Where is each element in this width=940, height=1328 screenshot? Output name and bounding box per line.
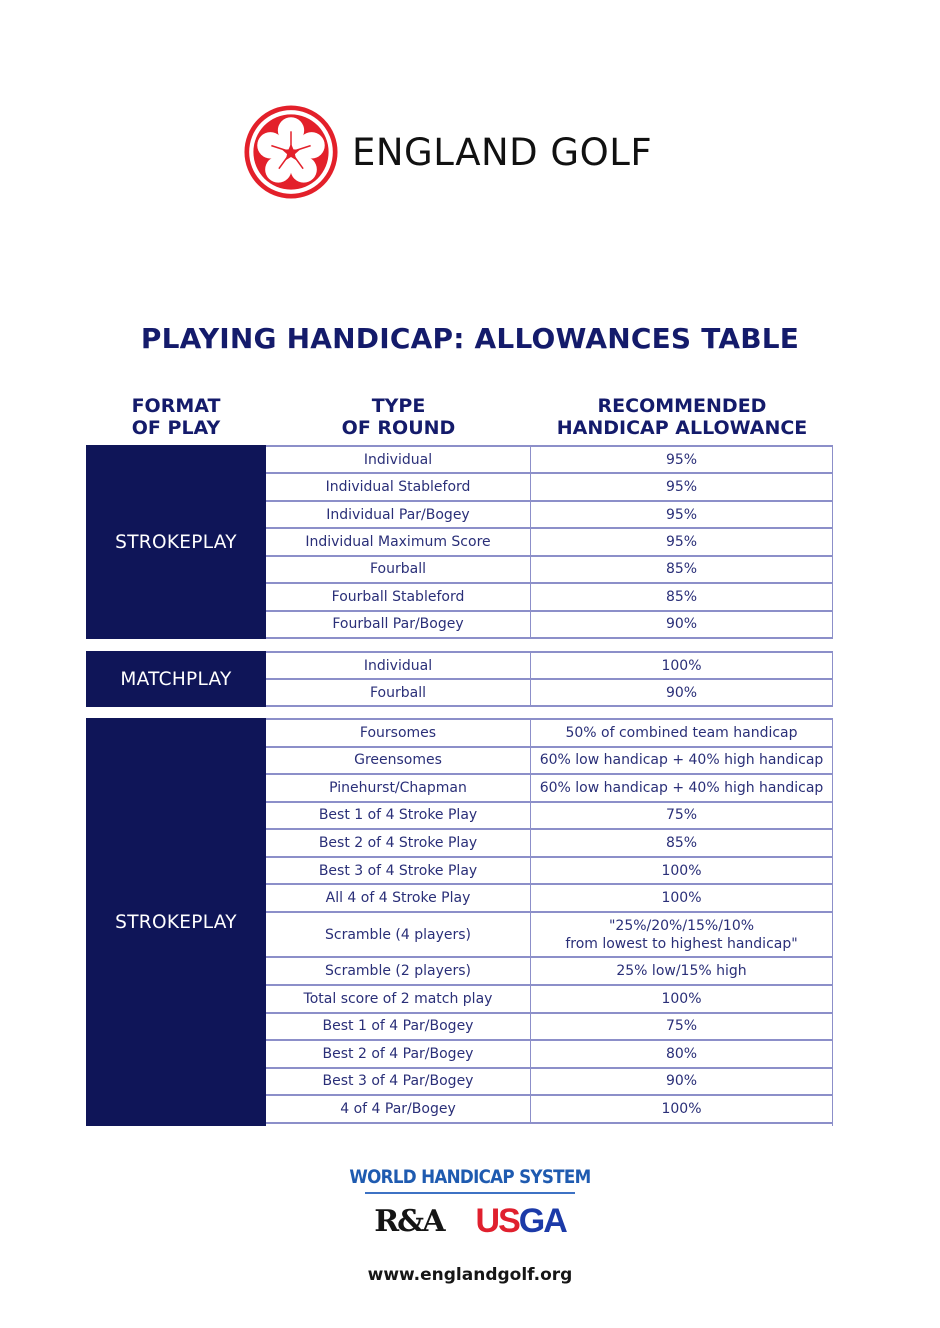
table-row <box>266 1069 832 1097</box>
allowance-cell: 95% <box>665 479 698 496</box>
round-type-cell: Pinehurst/Chapman <box>266 775 531 801</box>
table-row <box>266 858 832 886</box>
randa-logo: R&A <box>374 1204 444 1239</box>
section-rows <box>266 445 833 639</box>
format-label: STROKEPLAY <box>86 445 266 639</box>
usga-logo <box>476 1202 566 1241</box>
column-header-line: OF ROUND <box>341 417 456 439</box>
table-row <box>266 748 832 776</box>
column-header-line: TYPE <box>371 395 426 417</box>
round-type-cell: Foursomes <box>266 720 531 746</box>
table-row <box>266 986 832 1014</box>
allowance-cell: 80% <box>665 1045 698 1062</box>
round-type-cell: Best 1 of 4 Par/Bogey <box>266 1014 531 1040</box>
table-row <box>266 502 832 529</box>
column-header-line: FORMAT <box>131 395 221 417</box>
round-type-cell: Individual <box>266 653 531 678</box>
allowance-cell: 90% <box>665 684 698 701</box>
allowance-cell: 25% low/15% high <box>616 963 747 980</box>
table-row <box>266 913 832 959</box>
allowance-cell: 100% <box>661 1101 702 1118</box>
page-title: PLAYING HANDICAP: ALLOWANCES TABLE <box>140 322 800 355</box>
round-type-cell: Individual <box>266 447 531 472</box>
round-type-cell: Best 2 of 4 Par/Bogey <box>266 1041 531 1067</box>
column-header-line: OF PLAY <box>131 417 221 439</box>
table-row <box>266 1096 832 1124</box>
round-type-cell: Scramble (2 players) <box>266 958 531 984</box>
table-row <box>266 775 832 803</box>
allowance-cell: 85% <box>665 588 698 605</box>
round-type-cell: Best 3 of 4 Par/Bogey <box>266 1069 531 1095</box>
allowance-cell: 75% <box>665 1018 698 1035</box>
allowance-cell <box>531 913 832 957</box>
partner-logos <box>374 1202 566 1241</box>
table-row <box>266 720 832 748</box>
table-row <box>266 830 832 858</box>
allowance-line: "25%/20%/15%/10% <box>608 917 755 934</box>
round-type-cell: 4 of 4 Par/Bogey <box>266 1096 531 1122</box>
allowance-cell: 100% <box>661 657 702 674</box>
table-row <box>266 958 832 986</box>
round-type-cell: All 4 of 4 Stroke Play <box>266 885 531 911</box>
world-handicap-system-logo: WORLD HANDICAP SYSTEM <box>349 1166 591 1188</box>
section-strokeplay-individual <box>86 445 833 639</box>
round-type-cell: Fourball <box>266 680 531 705</box>
allowance-cell: 60% low handicap + 40% high handicap <box>539 752 824 769</box>
round-type-cell: Total score of 2 match play <box>266 986 531 1012</box>
round-type-cell: Fourball <box>266 557 531 582</box>
allowance-cell: 90% <box>665 616 698 633</box>
allowance-cell: 75% <box>665 807 698 824</box>
allowance-cell: 100% <box>661 990 702 1007</box>
table-row <box>266 680 832 707</box>
round-type-cell: Greensomes <box>266 748 531 774</box>
usga-logo-ga: GA <box>518 1202 566 1240</box>
round-type-cell: Best 1 of 4 Stroke Play <box>266 803 531 829</box>
round-type-cell: Fourball Par/Bogey <box>266 612 531 637</box>
website-url: www.englandgolf.org <box>367 1265 573 1285</box>
section-strokeplay-team <box>86 718 833 1126</box>
divider <box>365 1192 575 1194</box>
column-header-type <box>266 395 531 439</box>
allowance-cell: 95% <box>665 451 698 468</box>
brand-name: ENGLAND GOLF <box>352 130 653 174</box>
format-label: MATCHPLAY <box>86 651 266 707</box>
table-row <box>266 1041 832 1069</box>
table-row <box>266 653 832 680</box>
table-row <box>266 803 832 831</box>
section-matchplay <box>86 651 833 707</box>
table-row <box>266 447 832 474</box>
table-row <box>266 612 832 639</box>
allowance-cell: 85% <box>665 835 698 852</box>
allowance-cell: 90% <box>665 1073 698 1090</box>
table-row <box>266 1014 832 1042</box>
column-header-line: RECOMMENDED <box>597 395 767 417</box>
column-header-format <box>86 395 266 439</box>
table-row <box>266 885 832 913</box>
allowance-cell: 100% <box>661 890 702 907</box>
allowance-cell: 100% <box>661 862 702 879</box>
allowance-cell: 60% low handicap + 40% high handicap <box>539 779 824 796</box>
footer <box>0 1166 940 1285</box>
table-row <box>266 529 832 556</box>
allowance-cell: 95% <box>665 506 698 523</box>
round-type-cell: Individual Maximum Score <box>266 529 531 554</box>
allowance-line: from lowest to highest handicap" <box>565 935 798 952</box>
format-label: STROKEPLAY <box>86 718 266 1126</box>
section-rows <box>266 651 833 707</box>
round-type-cell: Individual Par/Bogey <box>266 502 531 527</box>
allowance-cell: 95% <box>665 533 698 550</box>
round-type-cell: Individual Stableford <box>266 474 531 499</box>
round-type-cell: Best 2 of 4 Stroke Play <box>266 830 531 856</box>
allowance-cell: 85% <box>665 561 698 578</box>
england-golf-rose-icon <box>244 105 338 199</box>
round-type-cell: Best 3 of 4 Stroke Play <box>266 858 531 884</box>
table-row <box>266 584 832 611</box>
column-header-line: HANDICAP ALLOWANCE <box>556 417 808 439</box>
round-type-cell: Fourball Stableford <box>266 584 531 609</box>
column-header-allowance <box>531 395 833 439</box>
section-rows <box>266 718 833 1126</box>
table-row <box>266 557 832 584</box>
allowance-cell: 50% of combined team handicap <box>565 724 798 741</box>
table-row <box>266 474 832 501</box>
round-type-cell: Scramble (4 players) <box>266 913 531 957</box>
england-golf-logo <box>244 104 684 200</box>
usga-logo-us: US <box>475 1202 519 1240</box>
